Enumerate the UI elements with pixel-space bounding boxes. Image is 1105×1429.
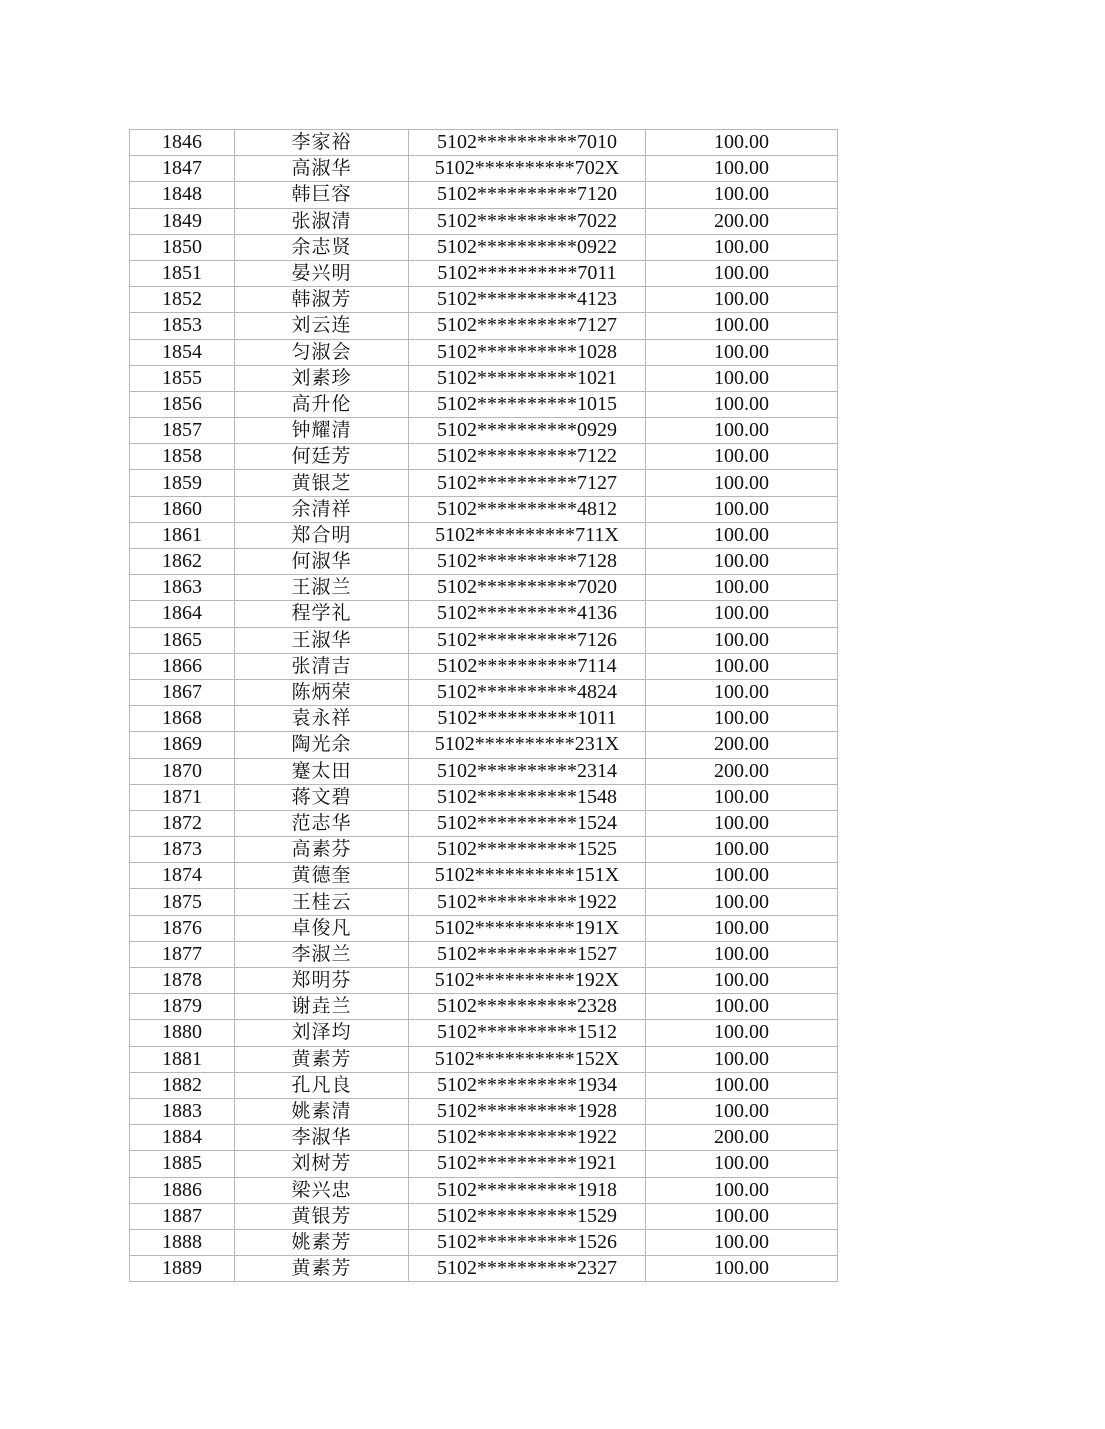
name-cell: 晏兴明 [235, 260, 409, 286]
name-cell: 谢垚兰 [235, 994, 409, 1020]
id-number-cell: 5102**********1526 [409, 1229, 646, 1255]
name-cell: 王淑兰 [235, 575, 409, 601]
id-number-cell: 5102**********4812 [409, 496, 646, 522]
amount-cell: 100.00 [646, 156, 838, 182]
row-number-cell: 1877 [130, 941, 235, 967]
name-cell: 李淑华 [235, 1125, 409, 1151]
row-number-cell: 1876 [130, 915, 235, 941]
table-row [130, 391, 838, 417]
table-row [130, 1203, 838, 1229]
row-number-cell: 1853 [130, 313, 235, 339]
id-number-cell: 5102**********1918 [409, 1177, 646, 1203]
table-row [130, 810, 838, 836]
row-number-cell: 1879 [130, 994, 235, 1020]
table-row [130, 1072, 838, 1098]
table-row [130, 444, 838, 470]
row-number-cell: 1867 [130, 679, 235, 705]
amount-cell: 100.00 [646, 915, 838, 941]
row-number-cell: 1850 [130, 234, 235, 260]
row-number-cell: 1848 [130, 182, 235, 208]
table-row [130, 496, 838, 522]
amount-cell: 100.00 [646, 653, 838, 679]
amount-cell: 100.00 [646, 260, 838, 286]
id-number-cell: 5102**********152X [409, 1046, 646, 1072]
amount-cell: 100.00 [646, 287, 838, 313]
row-number-cell: 1864 [130, 601, 235, 627]
amount-cell: 100.00 [646, 549, 838, 575]
row-number-cell: 1856 [130, 391, 235, 417]
table-row [130, 1046, 838, 1072]
id-number-cell: 5102**********7010 [409, 130, 646, 156]
row-number-cell: 1869 [130, 732, 235, 758]
name-cell: 郑合明 [235, 522, 409, 548]
id-number-cell: 5102**********2314 [409, 758, 646, 784]
id-number-cell: 5102**********1921 [409, 1151, 646, 1177]
amount-cell: 100.00 [646, 391, 838, 417]
row-number-cell: 1883 [130, 1098, 235, 1124]
row-number-cell: 1875 [130, 889, 235, 915]
table-row [130, 130, 838, 156]
table-row [130, 1177, 838, 1203]
id-number-cell: 5102**********4824 [409, 679, 646, 705]
row-number-cell: 1857 [130, 418, 235, 444]
id-number-cell: 5102**********7114 [409, 653, 646, 679]
id-number-cell: 5102**********7127 [409, 313, 646, 339]
id-number-cell: 5102**********1934 [409, 1072, 646, 1098]
name-cell: 陈炳荣 [235, 679, 409, 705]
table-row [130, 863, 838, 889]
id-number-cell: 5102**********1922 [409, 1125, 646, 1151]
table-row [130, 706, 838, 732]
name-cell: 蒋文碧 [235, 784, 409, 810]
name-cell: 范志华 [235, 810, 409, 836]
name-cell: 程学礼 [235, 601, 409, 627]
table-row [130, 837, 838, 863]
amount-cell: 100.00 [646, 1098, 838, 1124]
name-cell: 刘树芳 [235, 1151, 409, 1177]
table-row [130, 601, 838, 627]
name-cell: 何廷芳 [235, 444, 409, 470]
name-cell: 余清祥 [235, 496, 409, 522]
amount-cell: 100.00 [646, 1151, 838, 1177]
id-number-cell: 5102**********192X [409, 968, 646, 994]
table-row [130, 915, 838, 941]
amount-cell: 100.00 [646, 627, 838, 653]
row-number-cell: 1866 [130, 653, 235, 679]
row-number-cell: 1870 [130, 758, 235, 784]
id-number-cell: 5102**********1922 [409, 889, 646, 915]
name-cell: 高升伦 [235, 391, 409, 417]
id-number-cell: 5102**********702X [409, 156, 646, 182]
name-cell: 卓俊凡 [235, 915, 409, 941]
amount-cell: 100.00 [646, 575, 838, 601]
name-cell: 黄素芳 [235, 1046, 409, 1072]
id-number-cell: 5102**********7120 [409, 182, 646, 208]
amount-cell: 100.00 [646, 182, 838, 208]
row-number-cell: 1888 [130, 1229, 235, 1255]
row-number-cell: 1878 [130, 968, 235, 994]
id-number-cell: 5102**********1015 [409, 391, 646, 417]
table-row [130, 941, 838, 967]
amount-cell: 100.00 [646, 1229, 838, 1255]
amount-cell: 200.00 [646, 758, 838, 784]
id-number-cell: 5102**********7127 [409, 470, 646, 496]
row-number-cell: 1862 [130, 549, 235, 575]
id-number-cell: 5102**********1524 [409, 810, 646, 836]
table-row [130, 1151, 838, 1177]
id-number-cell: 5102**********0929 [409, 418, 646, 444]
table-row [130, 208, 838, 234]
amount-cell: 100.00 [646, 522, 838, 548]
name-cell: 李淑兰 [235, 941, 409, 967]
name-cell: 黄素芳 [235, 1256, 409, 1282]
name-cell: 王淑华 [235, 627, 409, 653]
name-cell: 张清吉 [235, 653, 409, 679]
row-number-cell: 1863 [130, 575, 235, 601]
id-number-cell: 5102**********1527 [409, 941, 646, 967]
table-row [130, 575, 838, 601]
amount-cell: 100.00 [646, 679, 838, 705]
row-number-cell: 1889 [130, 1256, 235, 1282]
id-number-cell: 5102**********7020 [409, 575, 646, 601]
name-cell: 孔凡良 [235, 1072, 409, 1098]
roster-table [129, 129, 838, 1282]
row-number-cell: 1854 [130, 339, 235, 365]
table-row [130, 365, 838, 391]
amount-cell: 100.00 [646, 706, 838, 732]
id-number-cell: 5102**********4123 [409, 287, 646, 313]
table-row [130, 234, 838, 260]
name-cell: 何淑华 [235, 549, 409, 575]
name-cell: 刘云连 [235, 313, 409, 339]
roster-table-body [130, 130, 838, 1282]
amount-cell: 100.00 [646, 941, 838, 967]
amount-cell: 100.00 [646, 1020, 838, 1046]
name-cell: 韩淑芳 [235, 287, 409, 313]
amount-cell: 200.00 [646, 732, 838, 758]
id-number-cell: 5102**********7126 [409, 627, 646, 653]
table-row [130, 653, 838, 679]
amount-cell: 100.00 [646, 496, 838, 522]
row-number-cell: 1868 [130, 706, 235, 732]
row-number-cell: 1882 [130, 1072, 235, 1098]
row-number-cell: 1865 [130, 627, 235, 653]
id-number-cell: 5102**********4136 [409, 601, 646, 627]
amount-cell: 100.00 [646, 810, 838, 836]
name-cell: 蹇太田 [235, 758, 409, 784]
table-row [130, 889, 838, 915]
amount-cell: 100.00 [646, 994, 838, 1020]
id-number-cell: 5102**********1512 [409, 1020, 646, 1046]
amount-cell: 100.00 [646, 339, 838, 365]
table-row [130, 287, 838, 313]
row-number-cell: 1884 [130, 1125, 235, 1151]
amount-cell: 100.00 [646, 784, 838, 810]
id-number-cell: 5102**********1928 [409, 1098, 646, 1124]
amount-cell: 100.00 [646, 234, 838, 260]
name-cell: 陶光余 [235, 732, 409, 758]
row-number-cell: 1885 [130, 1151, 235, 1177]
id-number-cell: 5102**********7122 [409, 444, 646, 470]
id-number-cell: 5102**********0922 [409, 234, 646, 260]
amount-cell: 100.00 [646, 968, 838, 994]
id-number-cell: 5102**********711X [409, 522, 646, 548]
amount-cell: 100.00 [646, 863, 838, 889]
amount-cell: 100.00 [646, 889, 838, 915]
table-row [130, 732, 838, 758]
row-number-cell: 1871 [130, 784, 235, 810]
table-row [130, 994, 838, 1020]
row-number-cell: 1852 [130, 287, 235, 313]
id-number-cell: 5102**********1525 [409, 837, 646, 863]
id-number-cell: 5102**********191X [409, 915, 646, 941]
name-cell: 姚素清 [235, 1098, 409, 1124]
name-cell: 韩巨容 [235, 182, 409, 208]
amount-cell: 100.00 [646, 365, 838, 391]
table-row [130, 758, 838, 784]
row-number-cell: 1880 [130, 1020, 235, 1046]
name-cell: 王桂云 [235, 889, 409, 915]
row-number-cell: 1851 [130, 260, 235, 286]
id-number-cell: 5102**********1529 [409, 1203, 646, 1229]
table-row [130, 627, 838, 653]
table-row [130, 156, 838, 182]
amount-cell: 200.00 [646, 208, 838, 234]
name-cell: 张淑清 [235, 208, 409, 234]
row-number-cell: 1887 [130, 1203, 235, 1229]
row-number-cell: 1849 [130, 208, 235, 234]
id-number-cell: 5102**********151X [409, 863, 646, 889]
amount-cell: 100.00 [646, 1072, 838, 1098]
name-cell: 匀淑会 [235, 339, 409, 365]
table-row [130, 1229, 838, 1255]
row-number-cell: 1860 [130, 496, 235, 522]
amount-cell: 100.00 [646, 470, 838, 496]
name-cell: 梁兴忠 [235, 1177, 409, 1203]
row-number-cell: 1858 [130, 444, 235, 470]
row-number-cell: 1886 [130, 1177, 235, 1203]
amount-cell: 100.00 [646, 1046, 838, 1072]
row-number-cell: 1873 [130, 837, 235, 863]
row-number-cell: 1847 [130, 156, 235, 182]
id-number-cell: 5102**********1028 [409, 339, 646, 365]
row-number-cell: 1874 [130, 863, 235, 889]
amount-cell: 100.00 [646, 1256, 838, 1282]
amount-cell: 100.00 [646, 130, 838, 156]
name-cell: 余志贤 [235, 234, 409, 260]
row-number-cell: 1881 [130, 1046, 235, 1072]
row-number-cell: 1872 [130, 810, 235, 836]
amount-cell: 100.00 [646, 837, 838, 863]
id-number-cell: 5102**********1548 [409, 784, 646, 810]
table-row [130, 968, 838, 994]
row-number-cell: 1855 [130, 365, 235, 391]
name-cell: 袁永祥 [235, 706, 409, 732]
row-number-cell: 1859 [130, 470, 235, 496]
table-row [130, 522, 838, 548]
table-row [130, 679, 838, 705]
id-number-cell: 5102**********2328 [409, 994, 646, 1020]
table-row [130, 1098, 838, 1124]
table-row [130, 182, 838, 208]
name-cell: 郑明芬 [235, 968, 409, 994]
table-row [130, 1020, 838, 1046]
name-cell: 李家裕 [235, 130, 409, 156]
table-row [130, 1125, 838, 1151]
row-number-cell: 1846 [130, 130, 235, 156]
id-number-cell: 5102**********1021 [409, 365, 646, 391]
table-row [130, 313, 838, 339]
id-number-cell: 5102**********1011 [409, 706, 646, 732]
table-row [130, 339, 838, 365]
amount-cell: 100.00 [646, 1203, 838, 1229]
amount-cell: 100.00 [646, 313, 838, 339]
id-number-cell: 5102**********7128 [409, 549, 646, 575]
amount-cell: 100.00 [646, 444, 838, 470]
amount-cell: 100.00 [646, 418, 838, 444]
id-number-cell: 5102**********2327 [409, 1256, 646, 1282]
table-row [130, 470, 838, 496]
name-cell: 姚素芳 [235, 1229, 409, 1255]
amount-cell: 100.00 [646, 601, 838, 627]
table-row [130, 418, 838, 444]
id-number-cell: 5102**********231X [409, 732, 646, 758]
name-cell: 黄德奎 [235, 863, 409, 889]
amount-cell: 200.00 [646, 1125, 838, 1151]
table-row [130, 784, 838, 810]
name-cell: 黄银芝 [235, 470, 409, 496]
table-row [130, 549, 838, 575]
name-cell: 刘泽均 [235, 1020, 409, 1046]
table-row [130, 1256, 838, 1282]
name-cell: 钟耀清 [235, 418, 409, 444]
table-row [130, 260, 838, 286]
id-number-cell: 5102**********7022 [409, 208, 646, 234]
row-number-cell: 1861 [130, 522, 235, 548]
name-cell: 高素芬 [235, 837, 409, 863]
name-cell: 刘素珍 [235, 365, 409, 391]
id-number-cell: 5102**********7011 [409, 260, 646, 286]
name-cell: 黄银芳 [235, 1203, 409, 1229]
name-cell: 高淑华 [235, 156, 409, 182]
amount-cell: 100.00 [646, 1177, 838, 1203]
